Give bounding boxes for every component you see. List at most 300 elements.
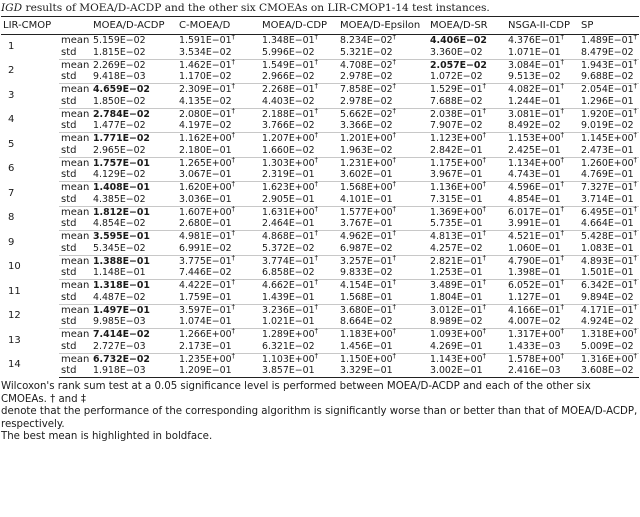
mean-cell xyxy=(579,206,639,218)
significance-mark: † xyxy=(392,278,397,286)
mean-cell xyxy=(91,304,177,316)
significance-mark: † xyxy=(392,302,397,311)
table-row xyxy=(1,59,639,71)
mean-value: 1.369E+00 xyxy=(430,206,483,218)
mean-cell xyxy=(338,329,428,341)
std-cell: 9.019E−02 xyxy=(579,120,639,132)
std-cell: 3.366E−02 xyxy=(338,120,428,132)
significance-mark: † xyxy=(482,82,487,90)
significance-mark: † xyxy=(482,302,487,311)
significance-mark: † xyxy=(633,302,638,311)
std-cell: 2.180E−01 xyxy=(177,145,260,157)
significance-mark: † xyxy=(231,204,236,213)
table-body xyxy=(1,35,639,378)
mean-value: 1.289E+00 xyxy=(262,329,315,340)
significance-mark: † xyxy=(231,229,236,237)
mean-cell xyxy=(428,329,506,341)
mean-value: 3.489E−01 xyxy=(430,280,483,291)
table-row xyxy=(1,133,639,145)
std-cell: 5.372E−02 xyxy=(260,243,338,255)
mean-cell xyxy=(579,35,639,47)
std-cell: 1.850E−02 xyxy=(91,96,177,108)
stat-label-mean: mean xyxy=(61,108,90,120)
mean-value: 2.309E−01 xyxy=(179,84,232,95)
std-cell: 1.148E−01 xyxy=(91,267,177,279)
mean-value: 1.266E+00 xyxy=(179,329,232,340)
stat-label-mean: mean xyxy=(61,133,90,144)
significance-mark: † xyxy=(392,57,397,66)
stat-label-std: std xyxy=(59,341,91,353)
std-cell: 1.439E−01 xyxy=(260,292,338,304)
table-row xyxy=(1,304,639,316)
significance-mark: † xyxy=(633,82,638,90)
mean-cell xyxy=(91,35,177,47)
mean-value: 1.201E+00 xyxy=(340,133,393,144)
stat-label-std: std xyxy=(59,145,91,157)
mean-cell xyxy=(91,329,177,341)
stat-label-std: std xyxy=(59,71,91,83)
mean-value: 3.012E−01 xyxy=(430,304,483,316)
std-cell: 1.660E−02 xyxy=(260,145,338,157)
mean-cell xyxy=(177,108,260,120)
mean-value: 2.188E−01 xyxy=(262,108,315,120)
mean-value: 1.529E−01 xyxy=(430,84,483,95)
table-row xyxy=(1,182,639,194)
significance-mark: † xyxy=(633,33,638,41)
stat-label-mean: mean xyxy=(61,280,90,291)
mean-value: 1.303E+00 xyxy=(262,157,315,169)
stat-label-std: std xyxy=(59,120,91,132)
mean-cell xyxy=(177,59,260,71)
mean-cell xyxy=(579,353,639,365)
mean-cell xyxy=(260,329,338,341)
significance-mark: † xyxy=(231,302,236,311)
header-sp: SP xyxy=(579,17,639,35)
significance-mark: † xyxy=(392,106,397,115)
std-cell: 3.067E−01 xyxy=(177,169,260,181)
significance-mark: † xyxy=(314,204,319,213)
problem-id: 5 xyxy=(8,138,15,150)
significance-mark: † xyxy=(560,82,565,90)
table-row xyxy=(1,96,639,108)
mean-value: 3.081E−01 xyxy=(508,108,561,120)
std-cell: 1.083E−01 xyxy=(579,243,639,255)
mean-cell xyxy=(260,304,338,316)
significance-mark: † xyxy=(633,106,638,115)
std-cell: 4.007E−02 xyxy=(506,316,579,328)
mean-value: 1.143E+00 xyxy=(430,353,483,365)
std-cell: 3.002E−01 xyxy=(428,365,506,377)
significance-mark: † xyxy=(560,106,565,115)
mean-value: 6.495E−01 xyxy=(581,206,634,218)
mean-cell xyxy=(260,108,338,120)
std-cell: 9.418E−03 xyxy=(91,71,177,83)
significance-mark: † xyxy=(482,229,487,237)
mean-value: 1.497E−01 xyxy=(93,304,150,316)
mean-value: 6.342E−01 xyxy=(581,280,634,291)
mean-value: 1.153E+00 xyxy=(508,133,561,144)
problem-id: 9 xyxy=(8,236,15,248)
mean-value: 3.680E−01 xyxy=(340,304,393,316)
significance-mark: † xyxy=(482,327,487,335)
significance-mark: † xyxy=(560,302,565,311)
mean-cell xyxy=(260,182,338,194)
std-cell: 1.296E−01 xyxy=(579,96,639,108)
significance-mark: † xyxy=(560,327,565,335)
mean-cell xyxy=(579,84,639,96)
significance-mark: † xyxy=(633,57,638,66)
header-moead-epsilon: MOEA/D-Epsilon xyxy=(338,17,428,35)
stat-label-std: std xyxy=(59,218,91,230)
table-row xyxy=(1,353,639,365)
significance-mark: † xyxy=(392,155,397,164)
table-row xyxy=(1,365,639,377)
mean-cell xyxy=(260,255,338,267)
std-cell: 3.767E−01 xyxy=(338,218,428,230)
std-cell: 3.991E−01 xyxy=(506,218,579,230)
caption-text: results of MOEA/D-ACDP and the other six CMOEAs on LIR-CMOP1-14 test instances. xyxy=(22,2,490,14)
stat-label-std: std xyxy=(59,316,91,328)
header-problem: LIR-CMOP xyxy=(1,17,59,35)
mean-value: 4.376E−01 xyxy=(508,35,561,46)
significance-mark: † xyxy=(314,351,319,360)
mean-value: 1.943E−01 xyxy=(581,59,634,71)
std-cell: 2.842E−01 xyxy=(428,145,506,157)
mean-value: 2.784E−02 xyxy=(93,108,150,120)
mean-value: 1.578E+00 xyxy=(508,353,561,365)
mean-value: 1.093E+00 xyxy=(430,329,483,340)
mean-value: 1.623E+00 xyxy=(262,182,315,193)
mean-cell xyxy=(260,280,338,292)
significance-mark: † xyxy=(392,351,397,360)
mean-cell xyxy=(91,59,177,71)
mean-cell xyxy=(91,133,177,145)
mean-cell xyxy=(428,353,506,365)
std-cell: 4.135E−02 xyxy=(177,96,260,108)
significance-mark: † xyxy=(231,278,236,286)
problem-id: 11 xyxy=(8,285,21,297)
mean-cell xyxy=(260,59,338,71)
table-row xyxy=(1,145,639,157)
std-cell: 2.905E−01 xyxy=(260,194,338,206)
significance-mark: † xyxy=(482,106,487,115)
significance-mark: † xyxy=(392,131,397,139)
mean-cell xyxy=(338,182,428,194)
std-cell: 3.534E−02 xyxy=(177,47,260,59)
mean-value: 1.568E+00 xyxy=(340,182,393,193)
mean-cell xyxy=(579,182,639,194)
std-cell: 4.257E−02 xyxy=(428,243,506,255)
significance-mark: † xyxy=(231,180,236,188)
mean-cell xyxy=(260,231,338,243)
significance-mark: † xyxy=(392,33,397,41)
mean-value: 1.462E−01 xyxy=(179,59,232,71)
std-cell: 1.477E−02 xyxy=(91,120,177,132)
mean-cell xyxy=(338,280,428,292)
table-row xyxy=(1,267,639,279)
mean-value: 3.775E−01 xyxy=(179,255,232,267)
problem-id: 6 xyxy=(8,163,15,175)
std-cell: 3.967E−01 xyxy=(428,169,506,181)
significance-mark: † xyxy=(314,278,319,286)
significance-mark: † xyxy=(314,253,319,262)
mean-cell xyxy=(428,35,506,47)
mean-cell xyxy=(177,35,260,47)
mean-cell xyxy=(177,157,260,169)
footnote-line-1: Wilcoxon's rank sum test at a 0.05 significance level is performed between MOEA/D-ACDP and each of the other six CMOEAs. † and ‡ xyxy=(1,381,591,405)
table-row xyxy=(1,108,639,120)
std-cell: 1.021E−01 xyxy=(260,316,338,328)
mean-cell xyxy=(338,206,428,218)
mean-value: 1.757E−01 xyxy=(93,157,150,169)
significance-mark: † xyxy=(314,131,319,139)
mean-value: 2.821E−01 xyxy=(430,255,483,267)
table-row xyxy=(1,71,639,83)
footnote-line-2: denote that the performance of the corresponding algorithm is significantly worse than or better than that of MOEA/D-ACDP, respectively. xyxy=(1,406,638,430)
mean-value: 1.317E+00 xyxy=(508,329,561,340)
mean-value: 2.080E−01 xyxy=(179,108,232,120)
significance-mark: † xyxy=(633,327,638,335)
table-caption xyxy=(1,2,639,14)
std-cell: 1.074E−01 xyxy=(177,316,260,328)
std-cell: 4.101E−01 xyxy=(338,194,428,206)
std-cell: 1.759E−01 xyxy=(177,292,260,304)
significance-mark: † xyxy=(231,253,236,262)
mean-value: 4.596E−01 xyxy=(508,182,561,193)
problem-id: 12 xyxy=(8,310,21,322)
mean-value: 4.166E−01 xyxy=(508,304,561,316)
mean-cell xyxy=(338,108,428,120)
significance-mark: † xyxy=(314,180,319,188)
mean-cell xyxy=(428,84,506,96)
mean-value: 3.257E−01 xyxy=(340,255,393,267)
mean-value: 1.318E−01 xyxy=(93,280,150,291)
std-cell: 2.425E−01 xyxy=(506,145,579,157)
std-cell: 2.965E−02 xyxy=(91,145,177,157)
mean-value: 1.489E−01 xyxy=(581,35,634,46)
mean-value: 3.236E−01 xyxy=(262,304,315,316)
mean-cell xyxy=(506,231,579,243)
std-cell: 1.815E−02 xyxy=(91,47,177,59)
significance-mark: † xyxy=(560,253,565,262)
mean-cell xyxy=(91,231,177,243)
mean-cell xyxy=(260,84,338,96)
std-cell: 8.492E−02 xyxy=(506,120,579,132)
stat-label-mean: mean xyxy=(61,157,90,169)
significance-mark: † xyxy=(560,278,565,286)
std-cell: 7.446E−02 xyxy=(177,267,260,279)
mean-cell xyxy=(506,35,579,47)
stat-label-std: std xyxy=(59,243,91,255)
significance-mark: † xyxy=(560,229,565,237)
mean-value: 1.136E+00 xyxy=(430,182,483,193)
problem-id: 2 xyxy=(8,65,15,77)
mean-value: 1.388E−01 xyxy=(93,255,150,267)
table-row xyxy=(1,243,639,255)
significance-mark: † xyxy=(231,351,236,360)
header-row xyxy=(1,17,639,35)
mean-value: 4.659E−02 xyxy=(93,84,150,95)
mean-value: 6.732E−02 xyxy=(93,353,150,365)
results-table xyxy=(1,16,639,378)
mean-cell xyxy=(506,255,579,267)
mean-cell xyxy=(428,304,506,316)
mean-cell xyxy=(91,157,177,169)
mean-value: 1.771E−02 xyxy=(93,133,150,144)
std-cell: 8.989E−02 xyxy=(428,316,506,328)
std-cell: 2.978E−02 xyxy=(338,71,428,83)
mean-value: 4.790E−01 xyxy=(508,255,561,267)
std-cell: 4.743E−01 xyxy=(506,169,579,181)
std-cell: 4.197E−02 xyxy=(177,120,260,132)
mean-cell xyxy=(506,157,579,169)
mean-cell xyxy=(579,59,639,71)
table-row xyxy=(1,218,639,230)
mean-cell xyxy=(338,84,428,96)
std-cell: 4.924E−02 xyxy=(579,316,639,328)
std-cell: 3.857E−01 xyxy=(260,365,338,377)
header-moead-acdp: MOEA/D-ACDP xyxy=(91,17,177,35)
mean-value: 3.595E−01 xyxy=(93,231,150,242)
mean-cell xyxy=(91,182,177,194)
mean-cell xyxy=(579,133,639,145)
stat-label-mean: mean xyxy=(61,206,90,218)
significance-mark: † xyxy=(392,204,397,213)
mean-value: 4.082E−01 xyxy=(508,84,561,95)
stat-label-mean: mean xyxy=(61,84,90,95)
stat-label-mean: mean xyxy=(61,182,90,193)
table-row xyxy=(1,280,639,292)
std-cell: 2.966E−02 xyxy=(260,71,338,83)
mean-value: 2.038E−01 xyxy=(430,108,483,120)
mean-value: 7.414E−02 xyxy=(93,329,150,340)
footnote-line-3: The best mean is highlighted in boldface. xyxy=(1,431,213,442)
table-row xyxy=(1,231,639,243)
mean-value: 1.150E+00 xyxy=(340,353,393,365)
problem-id: 3 xyxy=(8,89,15,101)
mean-cell xyxy=(177,353,260,365)
significance-mark: † xyxy=(314,106,319,115)
significance-mark: † xyxy=(633,155,638,164)
std-cell: 7.688E−02 xyxy=(428,96,506,108)
significance-mark: † xyxy=(633,253,638,262)
stat-label-std: std xyxy=(59,365,91,377)
header-stat xyxy=(59,17,91,35)
std-cell: 3.036E−01 xyxy=(177,194,260,206)
mean-value: 1.162E+00 xyxy=(179,133,232,144)
mean-value: 1.175E+00 xyxy=(430,157,483,169)
std-cell: 7.315E−01 xyxy=(428,194,506,206)
mean-value: 1.316E+00 xyxy=(581,353,634,365)
mean-cell xyxy=(177,84,260,96)
std-cell: 4.769E−01 xyxy=(579,169,639,181)
mean-cell xyxy=(428,133,506,145)
header-moead-sr: MOEA/D-SR xyxy=(428,17,506,35)
mean-cell xyxy=(506,329,579,341)
mean-value: 2.054E−01 xyxy=(581,84,634,95)
mean-value: 1.408E−01 xyxy=(93,182,150,193)
stat-label-mean: mean xyxy=(61,35,90,46)
mean-cell xyxy=(579,304,639,316)
table-row xyxy=(1,341,639,353)
mean-value: 4.981E−01 xyxy=(179,231,232,242)
mean-cell xyxy=(428,280,506,292)
std-cell: 2.978E−02 xyxy=(338,96,428,108)
std-cell: 1.456E−01 xyxy=(338,341,428,353)
mean-value: 4.708E−02 xyxy=(340,59,393,71)
significance-mark: † xyxy=(392,82,397,90)
mean-value: 4.962E−01 xyxy=(340,231,393,242)
mean-value: 1.134E+00 xyxy=(508,157,561,169)
std-cell: 1.253E−01 xyxy=(428,267,506,279)
std-cell: 1.398E−01 xyxy=(506,267,579,279)
significance-mark: † xyxy=(560,33,565,41)
significance-mark: † xyxy=(482,204,487,213)
stat-label-mean: mean xyxy=(61,59,90,71)
problem-id: 7 xyxy=(8,187,15,199)
std-cell: 5.735E−01 xyxy=(428,218,506,230)
std-cell: 5.009E−02 xyxy=(579,341,639,353)
mean-cell xyxy=(506,84,579,96)
std-cell: 1.071E−01 xyxy=(506,47,579,59)
problem-id: 4 xyxy=(8,114,15,126)
mean-cell xyxy=(260,353,338,365)
mean-value: 1.348E−01 xyxy=(262,35,315,46)
stat-label-std: std xyxy=(59,47,91,59)
mean-cell xyxy=(177,133,260,145)
mean-value: 4.813E−01 xyxy=(430,231,483,242)
header-moead-cdp: MOEA/D-CDP xyxy=(260,17,338,35)
std-cell: 1.804E−01 xyxy=(428,292,506,304)
mean-value: 3.084E−01 xyxy=(508,59,561,71)
mean-cell xyxy=(428,206,506,218)
mean-value: 1.231E+00 xyxy=(340,157,393,169)
std-cell: 2.473E−01 xyxy=(579,145,639,157)
problem-id: 8 xyxy=(8,212,15,224)
mean-value: 5.159E−02 xyxy=(93,35,146,46)
caption-metric: IGD xyxy=(1,2,23,14)
std-cell: 1.244E−01 xyxy=(506,96,579,108)
std-cell: 2.464E−01 xyxy=(260,218,338,230)
mean-value: 6.052E−01 xyxy=(508,280,561,291)
mean-cell xyxy=(91,108,177,120)
mean-cell xyxy=(338,35,428,47)
std-cell: 5.345E−02 xyxy=(91,243,177,255)
mean-cell xyxy=(428,182,506,194)
mean-cell xyxy=(338,304,428,316)
table-row xyxy=(1,47,639,59)
std-cell: 1.127E−01 xyxy=(506,292,579,304)
significance-mark: † xyxy=(231,57,236,66)
mean-value: 4.868E−01 xyxy=(262,231,315,242)
mean-value: 7.327E−01 xyxy=(581,182,634,193)
significance-mark: † xyxy=(392,327,397,335)
mean-cell xyxy=(338,231,428,243)
significance-mark: † xyxy=(314,82,319,90)
mean-value: 1.145E+00 xyxy=(581,133,634,144)
std-cell: 1.501E−01 xyxy=(579,267,639,279)
significance-mark: † xyxy=(633,180,638,188)
table-row xyxy=(1,316,639,328)
std-cell: 3.360E−02 xyxy=(428,47,506,59)
mean-cell xyxy=(177,329,260,341)
stat-label-std: std xyxy=(59,169,91,181)
std-cell: 8.664E−02 xyxy=(338,316,428,328)
mean-cell xyxy=(338,157,428,169)
mean-value: 4.171E−01 xyxy=(581,304,634,316)
table-row xyxy=(1,157,639,169)
mean-cell xyxy=(579,255,639,267)
